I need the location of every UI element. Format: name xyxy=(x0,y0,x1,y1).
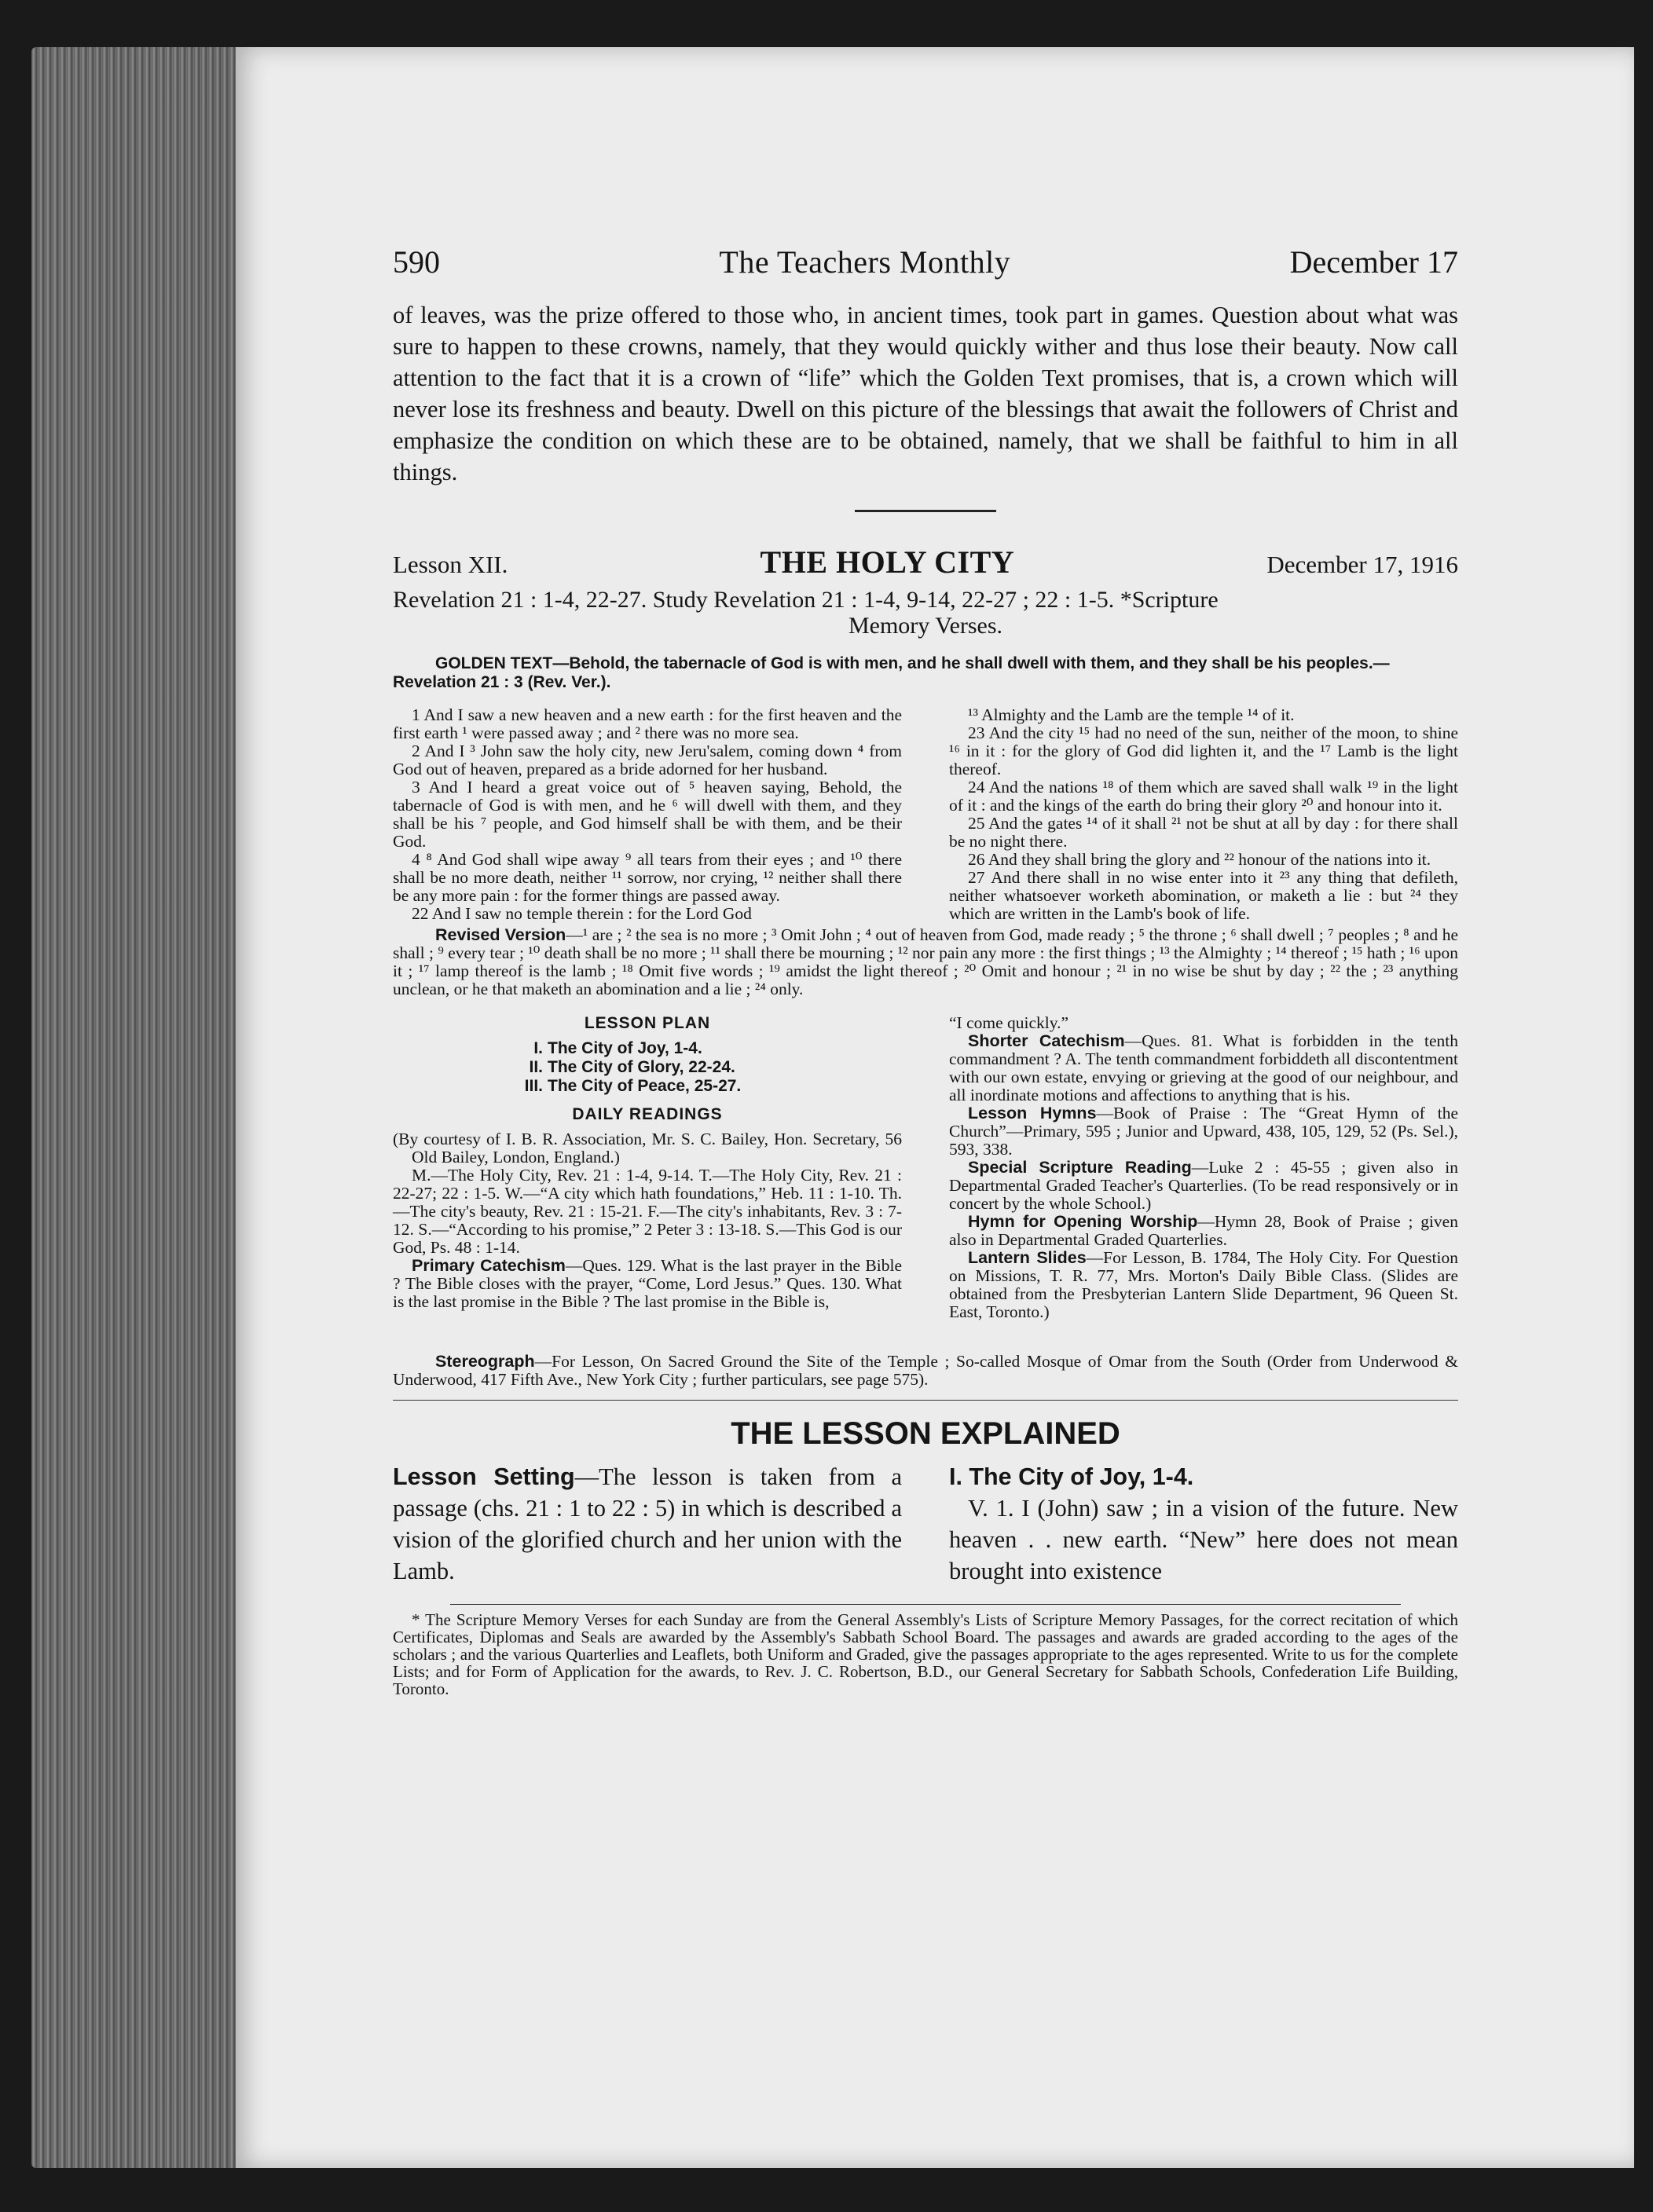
verse-paragraph: 3 And I heard a great voice out of ⁵ heaven saying, Behold, the tabernacle of God is with men, and he ⁶ will dwell with them, and they shall be his ⁷ people, and God himself shall be with them, and be their God. xyxy=(393,778,902,851)
lesson-setting xyxy=(393,1461,902,1587)
revised-version xyxy=(393,926,1458,998)
lesson-plan-item: I. The City of Joy, 1-4. xyxy=(533,1039,702,1057)
footnote: * The Scripture Memory Verses for each Sunday are from the General Assembly's Lists of Scripture Memory Passages, for the correct recitation of which Certificates, Diplomas and Seals are awarded by the Assembly's Sabbath School Board. The passages and awards are graded according to the ages of the scholars ; and the various Quarterlies and Leaflets, both Uniform and Graded, give the passages appropriate to the ages represented. Write to us for the complete Lists; and for Form of Application for the awards, to Rev. J. C. Robertson, B.D., our General Secretary for Sabbath Schools, Confederation Life Building, Toronto. xyxy=(393,1610,1458,1698)
shorter-catechism-label: Shorter Catechism xyxy=(968,1031,1125,1050)
verse-paragraph: 24 And the nations ¹⁸ of them which are saved shall walk ¹⁹ in the light of it : and the kings of the earth do bring their glory ²⁰ and honour into it. xyxy=(949,778,1458,815)
lesson-hymns xyxy=(949,1104,1458,1159)
revised-version-text: —¹ are ; ² the sea is no more ; ³ Omit John ; ⁴ out of heaven from God, made ready ; ⁵ the throne ; ⁶ shall dwell ; ⁷ peoples ; ⁸ and he shall ; ⁹ every tear ; ¹⁰ death shall be no more ; ¹¹ shall there be mourning ; ¹² nor pain any more : the first things ; ¹³ the Almighty ; ¹⁴ thereof ; ¹⁵ hath ; ¹⁶ upon it ; ¹⁷ lamp thereof is the lamb ; ¹⁸ Omit five words ; ¹⁹ amidst the light thereof ; ²⁰ Omit and honour ; ²¹ in no wise be shut by day ; ²² the ; ²³ anything unclean, or he that maketh an abomination and a lie ; ²⁴ only. xyxy=(393,925,1458,998)
page-number: 590 xyxy=(393,244,440,280)
verse-paragraph: 4 ⁸ And God shall wipe away ⁹ all tears from their eyes ; and ¹⁰ there shall be no more death, neither ¹¹ sorrow, nor crying, ¹² neither shall there be any more pain : for the former things are passed away. xyxy=(393,850,902,905)
header-date: December 17 xyxy=(1289,244,1458,280)
study-passage xyxy=(393,587,1458,639)
golden-text: GOLDEN TEXT—Behold, the tabernacle of God is with men, and he shall dwell with them, and they shall be his peoples.—Revelation 21 : 3 (Rev. Ver.). xyxy=(393,654,1390,691)
section-heading: I. The City of Joy, 1-4. xyxy=(949,1463,1194,1490)
lesson-number: Lesson XII. xyxy=(393,551,508,578)
hymn-opening-worship xyxy=(949,1213,1458,1249)
lesson-header xyxy=(393,544,1458,580)
lantern-slides xyxy=(949,1249,1458,1321)
verses-right-column xyxy=(949,706,1458,923)
primary-catechism xyxy=(393,1257,902,1311)
lesson-plan-item: III. The City of Peace, 25-27. xyxy=(524,1077,742,1095)
shorter-catechism xyxy=(949,1032,1458,1104)
section-rule xyxy=(393,1400,1458,1401)
page-content xyxy=(393,244,1458,1697)
explained-right-column xyxy=(949,1461,1458,1587)
verse-paragraph: 22 And I saw no temple therein : for the Lord God xyxy=(412,904,752,923)
magazine-title: The Teachers Monthly xyxy=(719,244,1011,280)
special-scripture-reading xyxy=(949,1159,1458,1213)
stereograph-label: Stereograph xyxy=(435,1352,535,1371)
book-page-edges xyxy=(31,47,236,2168)
notes-columns xyxy=(393,1005,1458,1321)
hymn-opening-label: Hymn for Opening Worship xyxy=(968,1212,1198,1231)
primary-catechism-label: Primary Catechism xyxy=(412,1256,566,1275)
lesson-setting-label: Lesson Setting xyxy=(393,1463,575,1490)
section-divider xyxy=(855,510,996,512)
shorter-catechism-text: —Ques. 81. What is forbidden in the tenth commandment ? A. The tenth commandment forbiddeth all discontentment with our own estate, envying or grieving at the good of our neighbour, and all inordinate motions and affections to anything that is his. xyxy=(949,1031,1459,1104)
revised-version-label: Revised Version xyxy=(435,925,566,944)
lesson-title: THE HOLY CITY xyxy=(760,544,1015,580)
verse-paragraph: 26 And they shall bring the glory and ²² honour of the nations into it. xyxy=(968,850,1431,869)
lesson-hymns-text: —Book of Praise : The “Great Hymn of the Church”—Primary, 595 ; Junior and Upward, 438, 105, 129, 52 (Ps. Sel.), 593, 338. xyxy=(949,1104,1458,1159)
primary-catechism-text: —Ques. 129. What is the last prayer in the Bible ? The Bible closes with the prayer, “Come, Lord Jesus.” Ques. 130. What is the last promise in the Bible ? The last promise in the Bible is, xyxy=(393,1256,903,1311)
daily-readings-courtesy: (By courtesy of I. B. R. Association, Mr. S. C. Bailey, Hon. Secretary, 56 Old Bailey, London, England.) xyxy=(393,1130,902,1166)
notes-left-column xyxy=(393,1005,902,1321)
catechism-quote: “I come quickly.” xyxy=(949,1013,1069,1032)
daily-readings-text: M.—The Holy City, Rev. 21 : 1-4, 9-14. T.—The Holy City, Rev. 21 : 22-27; 22 : 1-5. W.—“A city which hath foundations,” Heb. 11 : 1-10. Th.—The city's beauty, Rev. 21 : 15-21. F.—The city's inhabitants, Rev. 3 : 7-12. S.—“According to his promise,” 2 Peter 3 : 13-18. S.—This God is our God, Ps. 48 : 1-14. xyxy=(393,1166,902,1257)
section-text: V. 1. I (John) saw ; in a vision of the future. New heaven . . new earth. “New” here does not mean brought into existence xyxy=(949,1495,1458,1584)
verse-paragraph: 25 And the gates ¹⁴ of it shall ²¹ not be shut at all by day : for there shall be no night there. xyxy=(949,814,1458,851)
special-scripture-text: —Luke 2 : 45-55 ; given also in Departmental Graded Teacher's Quarterlies. (To be read responsively or in concert by the whole School.) xyxy=(949,1158,1458,1213)
lantern-slides-text: —For Lesson, B. 1784, The Holy City. For Question on Missions, T. R. 77, Mrs. Morton's Daily Bible Class. (Slides are obtained from the Presbyterian Lantern Slide Department, 96 Queen St. East, Toronto.) xyxy=(949,1248,1458,1321)
study-line-text: Revelation 21 : 1-4, 22-27. Study Revelation 21 : 1-4, 9-14, 22-27 ; 22 : 1-5. *Scripture xyxy=(393,587,1219,613)
study-line-end: Memory Verses. xyxy=(848,613,1003,639)
notes-right-column xyxy=(949,1005,1458,1321)
hymn-opening-text: —Hymn 28, Book of Praise ; given also in Departmental Graded Quarterlies. xyxy=(949,1212,1458,1249)
verse-paragraph: 2 And I ³ John saw the holy city, new Jeru'salem, coming down ⁴ from God out of heaven, prepared as a bride adorned for her husband. xyxy=(393,742,902,778)
lantern-slides-label: Lantern Slides xyxy=(968,1248,1087,1267)
explained-left-column xyxy=(393,1461,902,1587)
running-head xyxy=(393,244,1458,280)
lesson-plan-heading: LESSON PLAN xyxy=(584,1014,711,1032)
lesson-date: December 17, 1916 xyxy=(1266,551,1458,578)
lesson-explained-heading: THE LESSON EXPLAINED xyxy=(731,1416,1120,1451)
lesson-hymns-label: Lesson Hymns xyxy=(968,1104,1097,1122)
special-scripture-label: Special Scripture Reading xyxy=(968,1158,1192,1177)
verses-left-column xyxy=(393,706,902,923)
intro-paragraph: of leaves, was the prize offered to those who, in ancient times, took part in games. Question about what was sure to happen to these crowns, namely, that they would quickly wither and thus lose their beauty. Now call attention to the fact that it is a crown of “life” which the Golden Text promises, that is, a crown which will never lose its freshness and beauty. Dwell on this picture of the blessings that await the followers of Christ and emphasize the condition on which these are to be obtained, namely, that we shall be faithful to him in all things. xyxy=(393,302,1458,485)
daily-readings-heading: DAILY READINGS xyxy=(572,1105,723,1123)
verse-paragraph: 27 And there shall in no wise enter into it ²³ any thing that defileth, neither whatsoever worketh abomination, or maketh a lie : but ²⁴ they which are written in the Lamb's book of life. xyxy=(949,868,1458,923)
verse-paragraph: ¹³ Almighty and the Lamb are the temple ¹⁴ of it. xyxy=(968,705,1295,724)
stereograph-note xyxy=(393,1353,1458,1389)
verse-paragraph: 1 And I saw a new heaven and a new earth : for the first heaven and the first earth ¹ were passed away ; and ² there was no more sea. xyxy=(393,705,902,742)
footnote-rule xyxy=(450,1604,1401,1605)
lesson-plan-item: II. The City of Glory, 22-24. xyxy=(529,1058,735,1076)
explained-columns xyxy=(393,1461,1458,1587)
book-page xyxy=(236,47,1634,2168)
verse-paragraph: 23 And the city ¹⁵ had no need of the sun, neither of the moon, to shine ¹⁶ in it : for the glory of God did lighten it, and the ¹⁷ Lamb is the light thereof. xyxy=(949,723,1458,778)
lesson-setting-text: —The lesson is taken from a passage (chs. 21 : 1 to 22 : 5) in which is described a vision of the glorified church and her union with the Lamb. xyxy=(393,1463,902,1584)
scripture-columns xyxy=(393,706,1458,923)
stereograph-text: —For Lesson, On Sacred Ground the Site of the Temple ; So-called Mosque of Omar from the South (Order from Underwood & Underwood, 417 Fifth Ave., New York City ; further particulars, see page 575). xyxy=(393,1352,1458,1389)
